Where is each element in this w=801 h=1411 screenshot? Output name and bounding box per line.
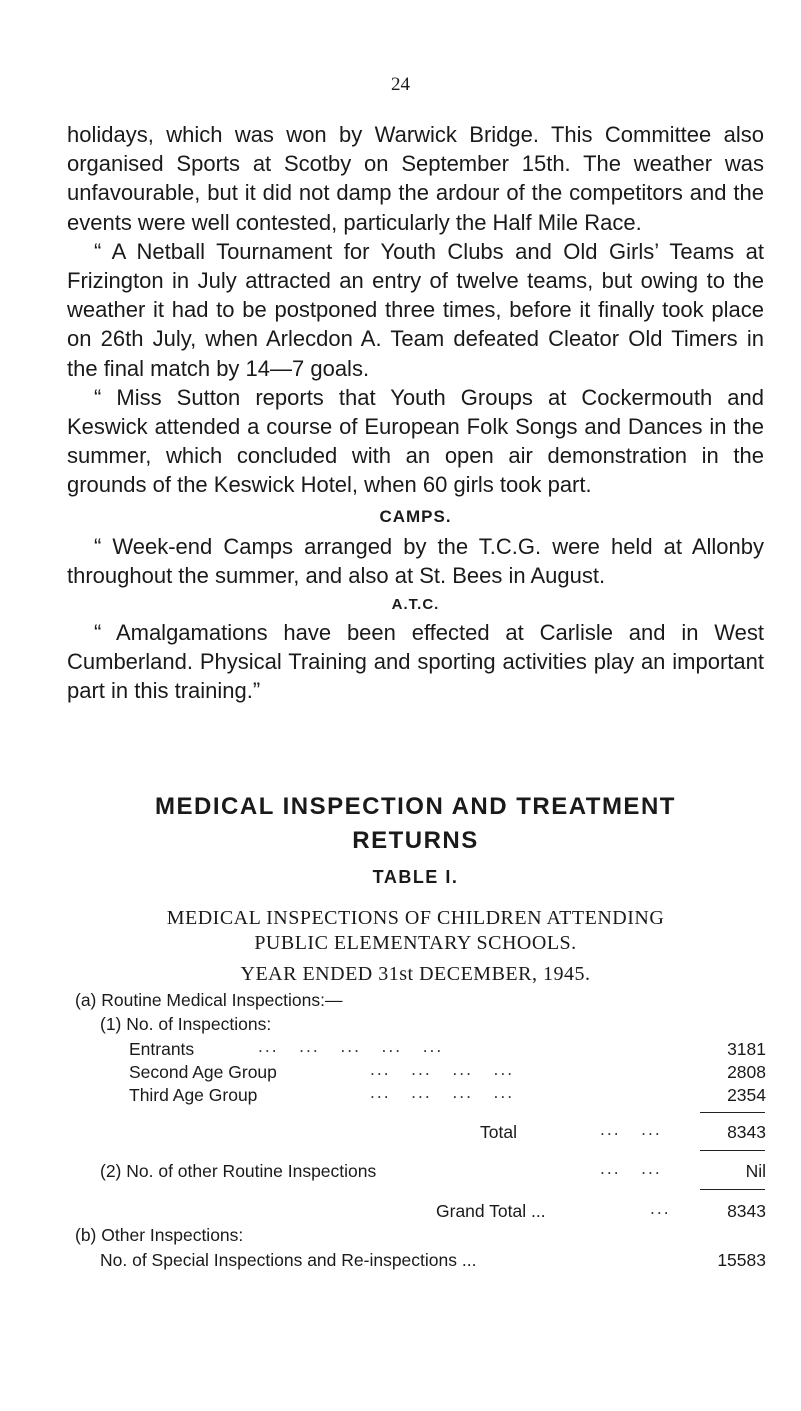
dot-leader: ... (650, 1198, 671, 1218)
dot-leader: ... ... (600, 1158, 662, 1178)
dot-leader: ... ... ... ... (370, 1082, 515, 1102)
table-caption-line1: MEDICAL INSPECTIONS OF CHILDREN ATTENDING (166, 907, 665, 929)
dot-leader: ... ... ... ... ... (258, 1036, 444, 1056)
table-caption-line2: PUBLIC ELEMENTARY SCHOOLS. (254, 932, 577, 954)
grand-total-label: Grand Total ... (436, 1201, 546, 1221)
dot-leader: ... ... ... ... (370, 1059, 515, 1079)
paragraph-camps: “ Week-end Camps arranged by the T.C.G. were held at Allonby throughout the summer, and also at St. Bees in August. (67, 533, 764, 588)
paragraph-holidays: holidays, which was won by Warwick Bridge. This Committee also organised Sports at Scotby on September 15th. The weather was unfavourable, but it did not damp the ardour of the competitors and the events were well contested, particularly the Half Mile Race. (67, 122, 764, 235)
special-inspections-label: No. of Special Inspections and Re-inspections ... (100, 1250, 477, 1270)
camps-heading: CAMPS. (379, 506, 452, 526)
row-label-second-age-group: Second Age Group (129, 1062, 277, 1082)
page-number: 24 (391, 74, 410, 95)
row-label-entrants: Entrants (129, 1039, 195, 1059)
table-caption-line3: YEAR ENDED 31st DECEMBER, 1945. (240, 963, 591, 985)
atc-heading: A.T.C. (391, 596, 440, 614)
section-a-label: (a) Routine Medical Inspections:— (75, 990, 343, 1010)
other-routine-value: Nil (745, 1161, 766, 1181)
other-routine-label: (2) No. of other Routine Inspections (100, 1161, 377, 1181)
row-label-third-age-group: Third Age Group (129, 1085, 258, 1105)
row-value-third-age-group: 2354 (727, 1085, 766, 1105)
medical-inspection-heading (67, 790, 764, 858)
paragraph-netball: “ A Netball Tournament for Youth Clubs and Old Girls’ Teams at Frizington in July attracted an entry of twelve teams, but owing to the weather it had to be postponed three times, before it finally took place on 26th July, when Arlecdon A. Team defeated Cleator Old Timers in the final match by 14—7 goals. (67, 238, 764, 381)
subsection-1-label: (1) No. of Inspections: (100, 1014, 272, 1034)
row-value-second-age-group: 2808 (727, 1062, 766, 1082)
main-heading-line2: RETURNS (352, 827, 479, 854)
total-rule (700, 1150, 765, 1151)
paragraph-folk-songs: “ Miss Sutton reports that Youth Groups at Cockermouth and Keswick attended a course of European Folk Songs and Dances in the summer, which concluded with an open air demonstration in the grounds of the Keswick Hotel, when 60 girls took part. (67, 384, 764, 498)
special-inspections-value: 15583 (717, 1250, 766, 1270)
row-value-entrants: 3181 (727, 1039, 766, 1059)
subtotal-rule (700, 1112, 765, 1113)
section-b-label: (b) Other Inspections: (75, 1225, 244, 1245)
body-text (67, 120, 764, 706)
dot-leader: ... ... (600, 1119, 662, 1139)
total-value: 8343 (727, 1122, 766, 1142)
main-heading-line1: MEDICAL INSPECTION AND TREATMENT (155, 793, 676, 820)
grand-total-value: 8343 (727, 1201, 766, 1221)
paragraph-atc: “ Amalgamations have been effected at Carlisle and in West Cumberland. Physical Training and sporting activities play an important part in this training.” (67, 620, 764, 704)
table-label: TABLE I. (372, 867, 459, 887)
total-label: Total (480, 1122, 517, 1142)
grand-total-rule (700, 1189, 765, 1190)
